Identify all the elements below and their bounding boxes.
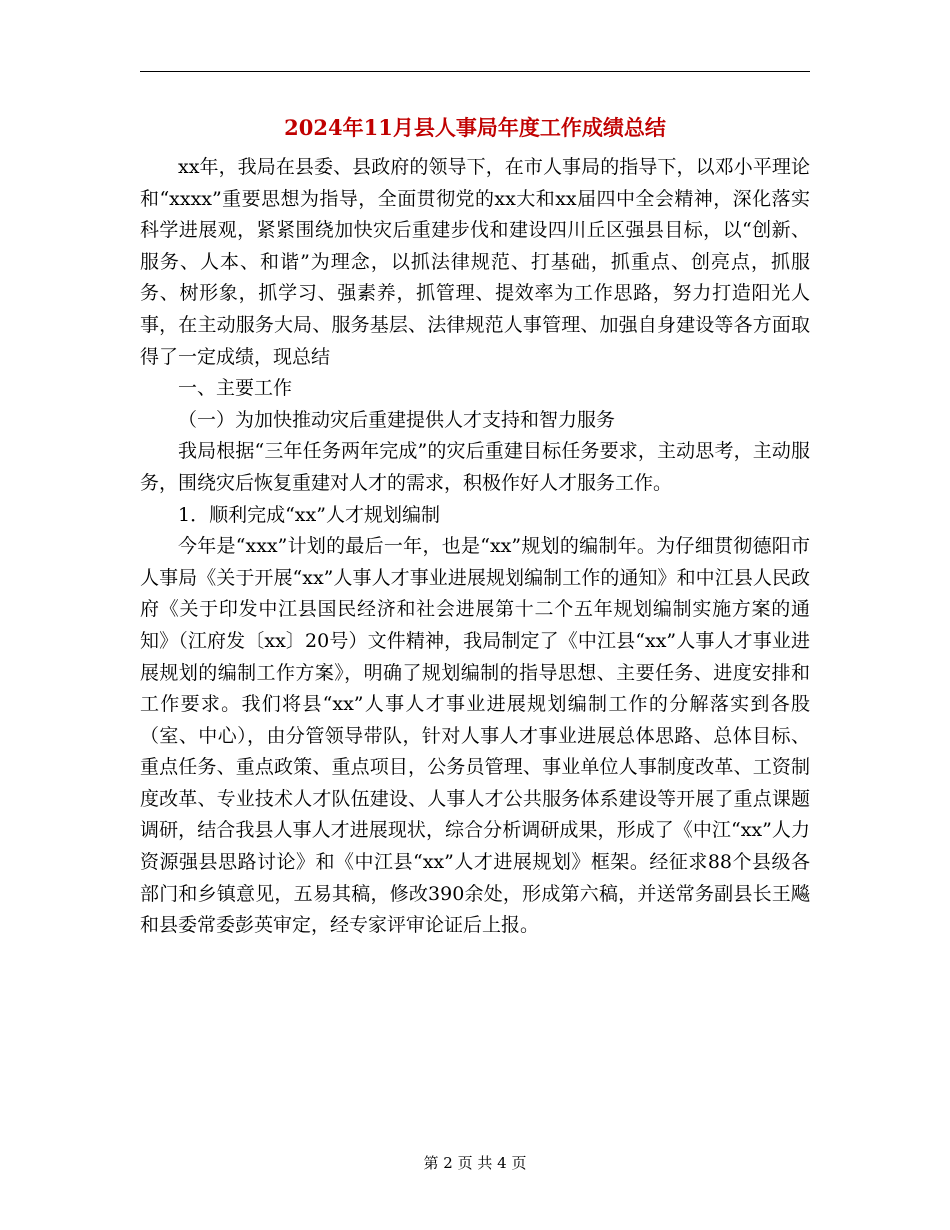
paragraph-intro: xx年，我局在县委、县政府的领导下，在市人事局的指导下，以邓小平理论和“xxxx”重要思想为指导，全面贯彻党的xx大和xx届四中全会精神，深化落实科学进展观，紧紧围绕加快灾后重建步伐和建设四川丘区强县目标，以“创新、服务、人本、和谐”为理念，以抓法律规范、打基础，抓重点、创亮点，抓服务、树形象，抓学习、强素养，抓管理、提效率为工作思路，努力打造阳光人事，在主动服务大局、服务基层、法律规范人事管理、加强自身建设等各方面取得了一定成绩，现总结 <box>140 156 810 368</box>
document-title: 2024年11月县人事局年度工作成绩总结 <box>284 115 666 140</box>
document-body <box>140 152 810 942</box>
page-footer: 第 2 页 共 4 页 <box>423 1154 527 1172</box>
subsection-heading: （一）为加快推动灾后重建提供人才支持和智力服务 <box>178 408 616 431</box>
item-heading: 1．顺利完成“xx”人才规划编制 <box>178 503 440 526</box>
paragraph-planning: 今年是“xxx”计划的最后一年，也是“xx”规划的编制年。为仔细贯彻德阳市人事局《关于开展“xx”人事人才事业进展规划编制工作的通知》和中江县人民政府《关于印发中江县国民经济和社会进展第十二个五年规划编制实施方案的通知》（江府发〔xx〕20号）文件精神，我局制定了《中江县“xx”人事人才事业进展规划的编制工作方案》，明确了规划编制的指导思想、主要任务、进度安排和工作要求。我们将县“xx”人事人才事业进展规划编制工作的分解落实到各股（室、中心），由分管领导带队，针对人事人才事业进展总体思路、总体目标、重点任务、重点政策、重点项目，公务员管理、事业单位人事制度改革、工资制度改革、专业技术人才队伍建设、人事人才公共服务体系建设等开展了重点课题调研，结合我县人事人才进展现状，综合分析调研成果，形成了《中江“xx”人力资源强县思路讨论》和《中江县“xx”人才进展规划》框架。经征求88个县级各部门和乡镇意见，五易其稿，修改390余处，形成第六稿，并送常务副县长王飚和县委常委彭英审定，经专家评审论证后上报。 <box>140 535 810 937</box>
section-heading: 一、主要工作 <box>178 377 293 400</box>
header-rule <box>140 71 810 72</box>
paragraph-reconstruction: 我局根据“三年任务两年完成”的灾后重建目标任务要求，主动思考，主动服务，围绕灾后恢复重建对人才的需求，积极作好人才服务工作。 <box>140 440 810 494</box>
